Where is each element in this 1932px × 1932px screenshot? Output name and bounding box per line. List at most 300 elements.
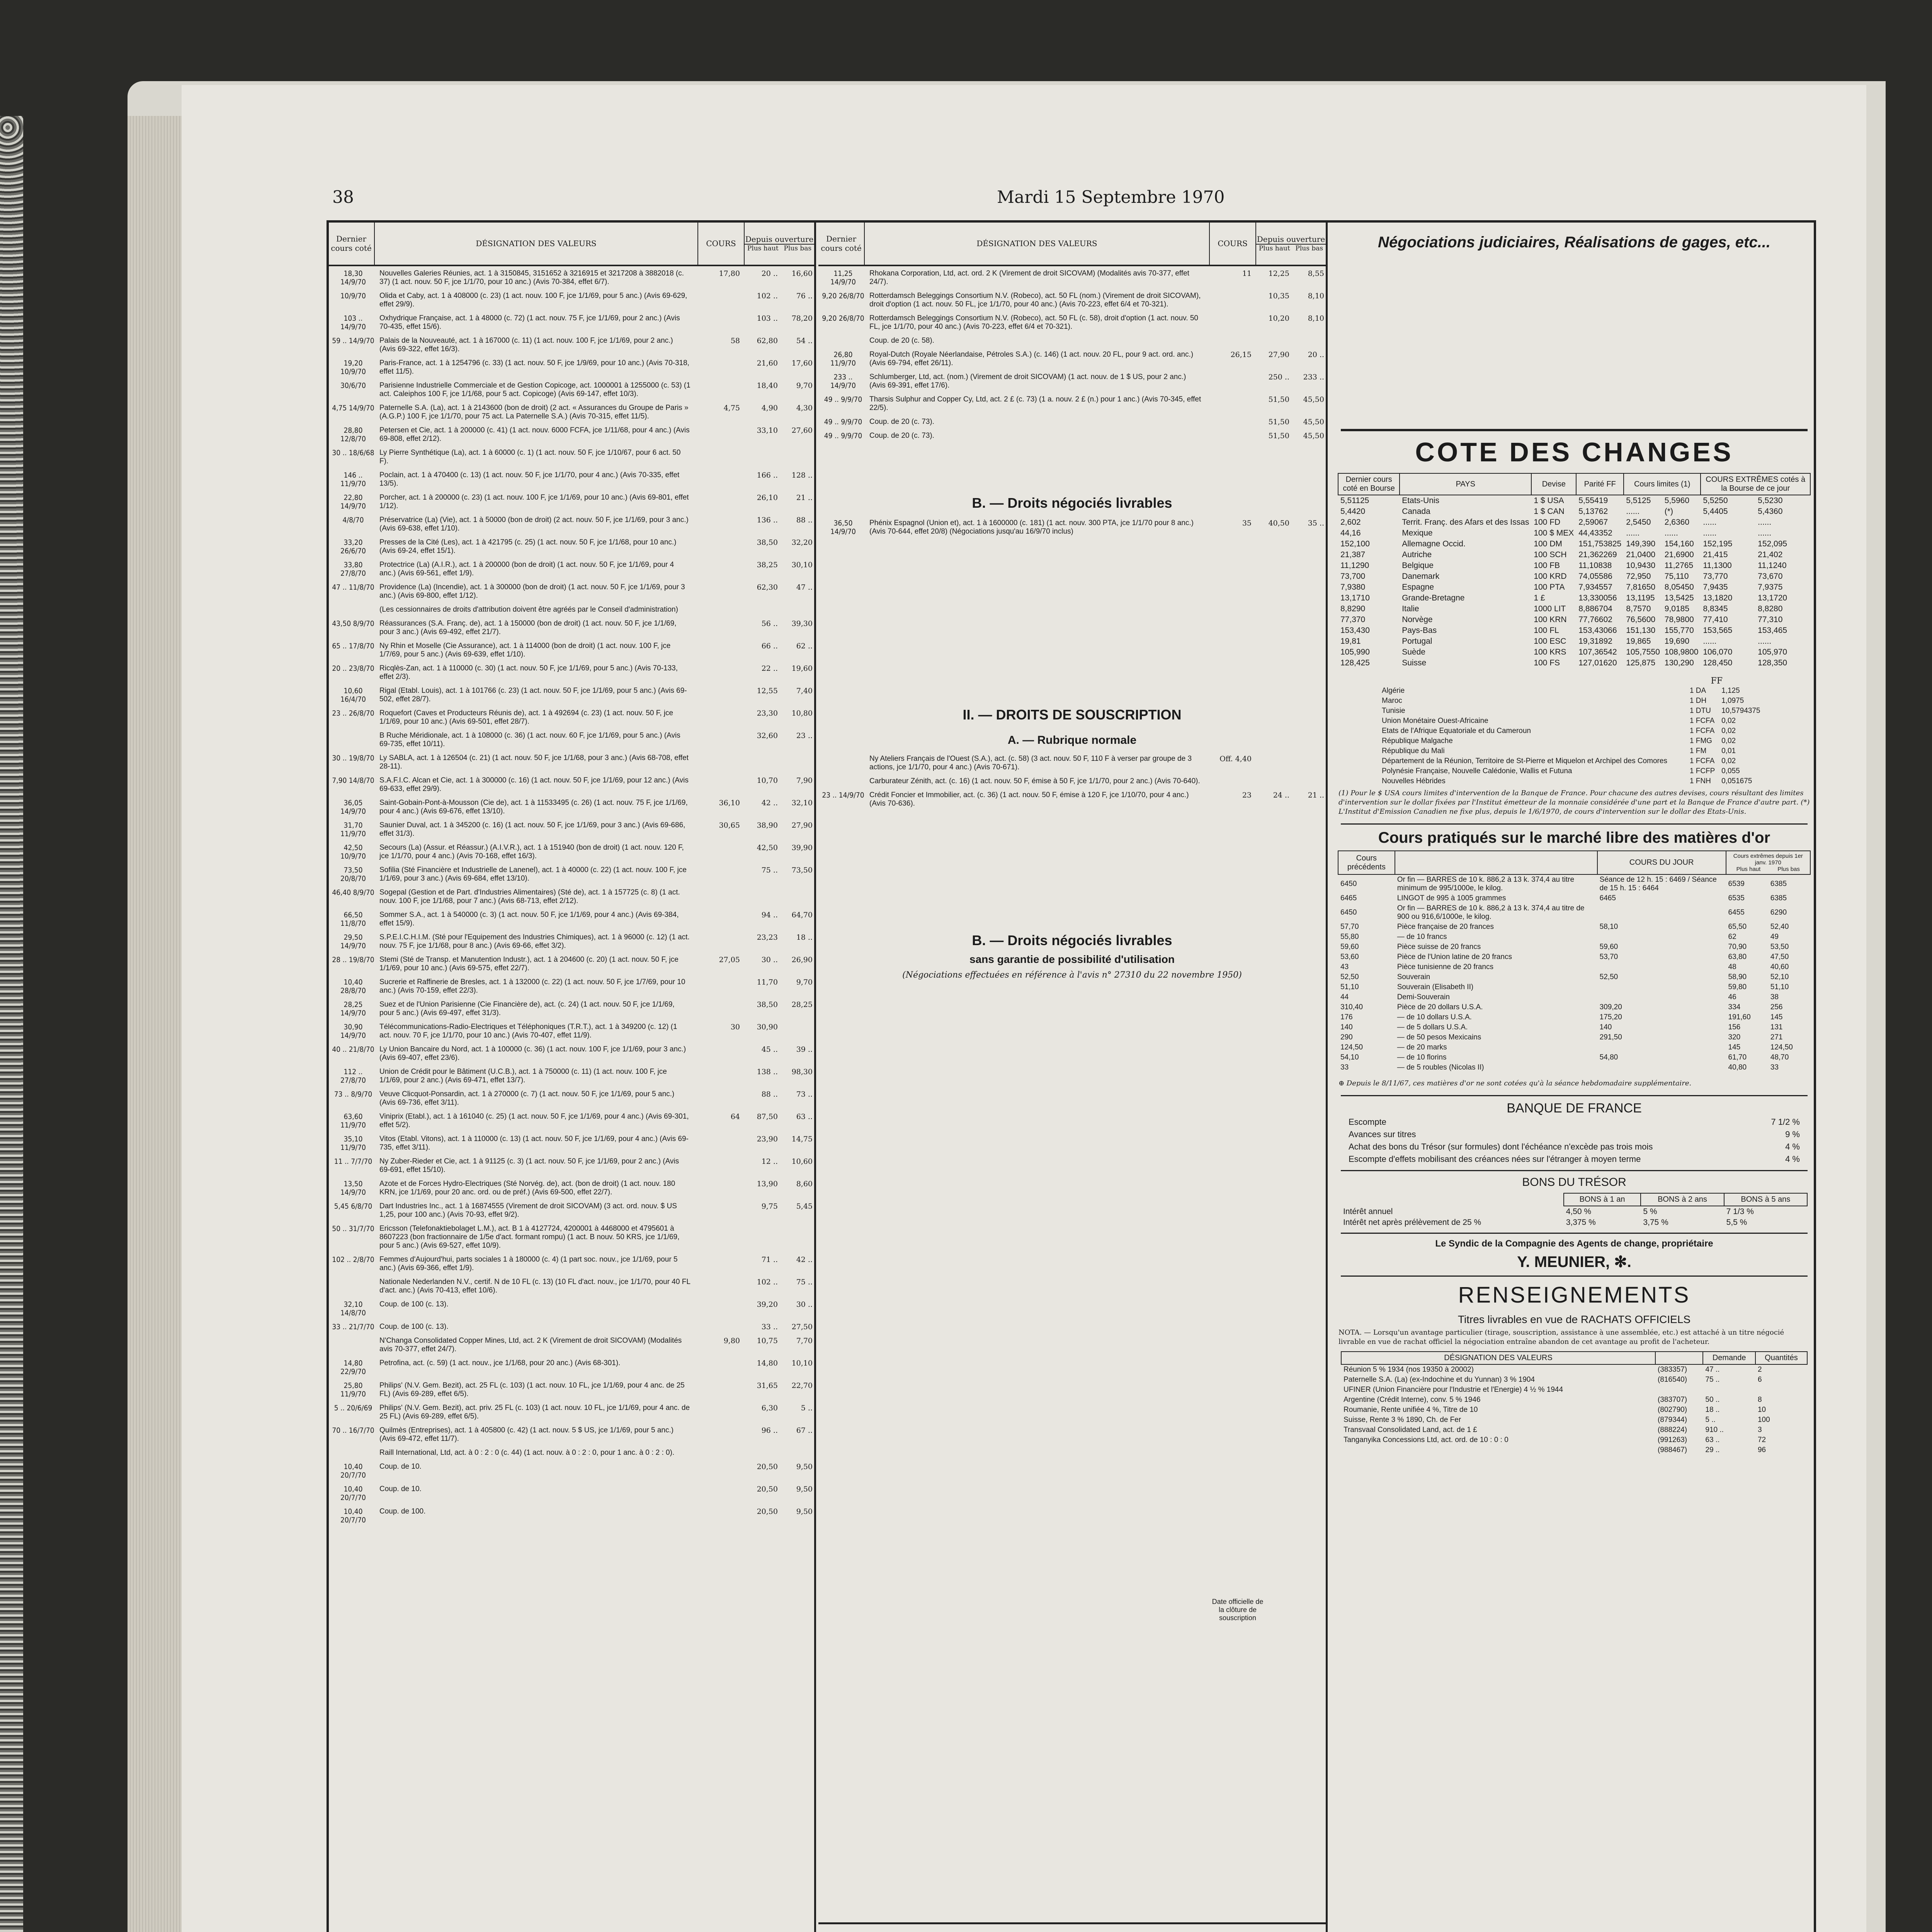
last-price-cell: 47 .. 11/8/70 bbox=[332, 583, 374, 592]
plus-bas-cell bbox=[1289, 777, 1324, 786]
designation-cell: Nationale Nederlanden N.V., certif. N de 10 FL (c. 13) (10 FL d'act. nouv., jce 1/1/70, pour 40 FL d'act. anc.) (Avis 70-413, effet 10/6). bbox=[379, 1278, 690, 1294]
changes-row-e1: 21,415 bbox=[1703, 550, 1728, 559]
changes-row-par: 44,43352 bbox=[1578, 529, 1612, 537]
zone-row-d: 1 FCFA bbox=[1689, 717, 1715, 725]
or-row-b: 48,70 bbox=[1770, 1053, 1789, 1061]
or-row-p: 140 bbox=[1340, 1023, 1353, 1031]
last-price-cell: 36,50 14/9/70 bbox=[830, 519, 856, 536]
last-price-cell: 49 .. 9/9/70 bbox=[824, 418, 862, 426]
changes-body bbox=[1338, 495, 1810, 668]
designation-cell: S.P.E.I.C.H.I.M. (Sté pour l'Equipement des Industries Chimiques), act. 1 à 96000 (c. 12) (1 act. nouv. 75 F, jce 1/1/68, pour 8 anc.) (Avis 69-66, effet 3/2). bbox=[379, 933, 690, 950]
last-price-cell: 4,75 14/9/70 bbox=[332, 404, 374, 412]
changes-row-l: 2,602 bbox=[1340, 518, 1361, 527]
plus-bas-cell: 45,50 bbox=[1303, 395, 1324, 404]
designation-cell: Petrofina, act. (c. 59) (1 act. nouv., jce 1/1/68, pour 20 anc.) (Avis 68-301). bbox=[379, 1359, 621, 1367]
designation-cell: Réassurances (S.A. Franç. de), act. 1 à 150000 (bon de droit) (1 act. nouv. 50 F, jce 1/1/69, pour 3 anc.) (Avis 69-492, effet 21/7). bbox=[379, 619, 677, 636]
zone-row-d: 1 FCFA bbox=[1689, 727, 1715, 735]
or-row-b: 124,50 bbox=[1770, 1043, 1793, 1051]
table-row bbox=[820, 350, 1324, 367]
changes-row-p: Suède bbox=[1402, 648, 1425, 656]
cours-cell bbox=[694, 911, 743, 928]
or-row-n: — de 5 roubles (Nicolas II) bbox=[1397, 1063, 1484, 1071]
plus-bas-cell: 26,90 bbox=[791, 956, 813, 964]
changes-row-l: 44,16 bbox=[1340, 529, 1361, 537]
changes-row bbox=[1338, 604, 1810, 614]
table-row bbox=[820, 791, 1324, 808]
rens-row-c: (383707) bbox=[1657, 1396, 1687, 1404]
designation-cell: Poclain, act. 1 à 470400 (c. 13) (1 act. nouv. 50 F, jce 1/1/70, pour 4 anc.) (Avis 70-335, effet 13/5). bbox=[379, 471, 680, 488]
cours-cell: 23 bbox=[1242, 791, 1252, 799]
plus-haut-cell: 26,10 bbox=[757, 493, 778, 502]
changes-row-e2: ...... bbox=[1758, 518, 1772, 527]
plus-haut-cell: 20,50 bbox=[757, 1507, 778, 1516]
designation-cell: Sommer S.A., act. 1 à 540000 (c. 3) (1 act. nouv. 50 F, jce 1/1/69, pour 4 anc.) (Avis 69-384, effet 15/9). bbox=[379, 911, 679, 927]
changes-row-l: 153,430 bbox=[1340, 626, 1370, 635]
rens-row-d: 5 .. bbox=[1705, 1416, 1716, 1424]
bdf-value: 9 % bbox=[1785, 1129, 1800, 1139]
changes-row-c1: 8,7570 bbox=[1626, 604, 1651, 613]
table-row bbox=[330, 956, 813, 973]
rens-row bbox=[1341, 1435, 1807, 1445]
last-price-cell: 18,30 14/9/70 bbox=[340, 269, 366, 286]
plus-haut-cell: 94 .. bbox=[761, 911, 778, 919]
plus-bas-cell: 9,50 bbox=[796, 1485, 813, 1493]
table-row bbox=[330, 1485, 813, 1502]
plus-bas-cell: 10,60 bbox=[791, 1157, 813, 1166]
plus-bas-label: Plus bas bbox=[784, 245, 812, 252]
table-row bbox=[330, 359, 813, 376]
zone-row-d: 1 FNH bbox=[1689, 777, 1711, 785]
changes-row-e1: ...... bbox=[1703, 637, 1717, 646]
last-price-cell: 23 .. 14/9/70 bbox=[822, 791, 864, 799]
changes-row-c2: 13,5425 bbox=[1664, 594, 1694, 602]
or-row-n: — de 5 dollars U.S.A. bbox=[1397, 1023, 1468, 1031]
designation-cell: Coup. de 100. bbox=[379, 1507, 426, 1515]
designation-cell: Rigal (Etabl. Louis), act. 1 à 101766 (c. 23) (1 act. nouv. 50 F, jce 1/1/69, pour 5 anc.) (Avis 69-502, effet 28/7). bbox=[379, 687, 687, 703]
last-price-cell: 46,40 8/9/70 bbox=[332, 888, 374, 897]
rens-row bbox=[1341, 1364, 1807, 1375]
changes-row-l: 73,700 bbox=[1340, 572, 1366, 581]
plus-haut-cell: 88 .. bbox=[761, 1090, 778, 1099]
or-row-h: 59,80 bbox=[1728, 983, 1747, 991]
tresor-table bbox=[1341, 1193, 1808, 1228]
or-row-p: 290 bbox=[1340, 1033, 1353, 1041]
designation-cell: Ericsson (Telefonaktiebolaget L.M.), act. B 1 à 4127724, 4200001 à 4468000 et 4795601 à 8607223 (bon fractionnaire de 1/5e d'act. formant rompu) (1 act. B nouv. 50 KRS, jce 1/1/69, pour 5 anc.) (Avis 69-527, effet 10/9). bbox=[379, 1225, 680, 1250]
plus-bas-cell: 5,45 bbox=[796, 1202, 813, 1211]
cours-cell bbox=[694, 1157, 743, 1174]
or-row-n: Or fin — BARRES de 10 k. 886,2 à 13 k. 374,4 au titre de 900 ou 916,6/1000e, le kilog. bbox=[1397, 904, 1585, 921]
plus-haut-cell: 23,90 bbox=[757, 1135, 778, 1143]
table-row bbox=[820, 292, 1324, 309]
col-header-last: Dernier cours coté bbox=[328, 222, 375, 265]
zone-row-v: 1,125 bbox=[1721, 687, 1740, 695]
changes-row-par: 7,934557 bbox=[1578, 583, 1612, 592]
changes-row-c2: 108,9800 bbox=[1664, 648, 1699, 656]
cours-cell bbox=[694, 583, 743, 600]
plus-bas-cell bbox=[778, 449, 813, 466]
changes-row-p: Etats-Unis bbox=[1402, 496, 1440, 505]
table-row bbox=[330, 493, 813, 510]
changes-row-par: 13,330056 bbox=[1578, 594, 1617, 602]
changes-row-d: 1000 LIT bbox=[1534, 604, 1566, 613]
rens-row bbox=[1341, 1405, 1807, 1415]
cours-cell: 64 bbox=[730, 1112, 740, 1121]
rens-row-d: 75 .. bbox=[1705, 1376, 1720, 1384]
rens-row-c bbox=[1655, 1385, 1703, 1395]
table-row bbox=[330, 1202, 813, 1219]
designation-cell: Carburateur Zénith, act. (c. 16) (1 act. nouv. 50 F, émise à 50 F, jce 1/1/70, pour 2 anc.) (Avis 70-640). bbox=[869, 777, 1200, 785]
changes-row-d: 100 SCH bbox=[1534, 550, 1567, 559]
cours-cell bbox=[694, 1180, 743, 1197]
table-row bbox=[330, 1090, 813, 1107]
divider bbox=[1341, 1276, 1808, 1277]
designation-cell: Presses de la Cité (Les), act. 1 à 421795 (c. 25) (1 act. nouv. 50 F, jce 1/1/68, pour 10 anc.) (Avis 69-24, effet 15/1). bbox=[379, 538, 677, 555]
plus-haut-cell: 10,70 bbox=[757, 776, 778, 785]
table-row bbox=[330, 583, 813, 600]
or-row-p: 6450 bbox=[1340, 908, 1357, 917]
changes-row-par: 5,13762 bbox=[1578, 507, 1608, 516]
zone-row-d: 1 FM bbox=[1689, 747, 1707, 755]
table-row bbox=[330, 776, 813, 793]
table-row bbox=[330, 1323, 813, 1331]
or-body bbox=[1338, 874, 1810, 1073]
cours-cell bbox=[694, 1359, 743, 1376]
designation-cell: Ny Rhin et Moselle (Cie Assurance), act. 1 à 114000 (bon de droit) (1 act. nouv. 100 F, jce 1/7/69, pour 5 anc.) (Avis 69-639, effet 1/10). bbox=[379, 642, 671, 658]
table-row bbox=[330, 619, 813, 636]
or-row-j: 175,20 bbox=[1599, 1013, 1622, 1021]
designation-cell: Coup. de 100 (c. 13). bbox=[379, 1323, 449, 1331]
plus-bas-cell: 39,90 bbox=[791, 844, 813, 852]
or-row-j bbox=[1597, 962, 1726, 972]
plus-bas-cell: 27,90 bbox=[791, 821, 813, 830]
changes-row-c1: ...... bbox=[1626, 529, 1640, 537]
or-row-b: 40,60 bbox=[1770, 963, 1789, 971]
designation-cell: Olida et Caby, act. 1 à 408000 (c. 23) (1 act. nouv. 100 F, jce 1/1/69, pour 5 anc.) (Avis 69-629, effet 29/9). bbox=[379, 292, 687, 308]
changes-row-c1: 105,7550 bbox=[1626, 648, 1660, 656]
changes-row-c1: 13,1195 bbox=[1626, 594, 1655, 602]
designation-cell: Femmes d'Aujourd'hui, parts sociales 1 à 180000 (c. 4) (1 part soc. nouv., jce 1/1/69, pour 5 anc.) (Avis 69-366, effet 1/9). bbox=[379, 1255, 678, 1272]
rens-h-designation: DÉSIGNATION DES VALEURS bbox=[1341, 1352, 1655, 1364]
plus-haut-cell bbox=[743, 605, 778, 614]
designation-cell: (Les cessionnaires de droits d'attribution doivent être agréés par le Conseil d'administration) bbox=[379, 605, 678, 614]
changes-row-d: 100 KRS bbox=[1534, 648, 1566, 656]
designation-cell: Stemi (Sté de Transp. et Manutention Industr.), act. 1 à 204600 (c. 20) (1 act. nouv. 50 F, jce 1/1/69, pour 10 anc.) (Avis 69-575, effet 22/7). bbox=[379, 956, 679, 972]
or-row-j: 58,10 bbox=[1599, 923, 1618, 931]
designation-cell: Oxhydrique Française, act. 1 à 48000 (c. 72) (1 act. nouv. 75 F, jce 1/1/69, pour 2 anc.) (Avis 70-435, effet 15/6). bbox=[379, 314, 680, 331]
rens-row-c: (816540) bbox=[1657, 1376, 1687, 1384]
column-middle bbox=[818, 222, 1328, 1932]
changes-row-l: 13,1710 bbox=[1340, 594, 1370, 602]
changes-row-par: 2,59067 bbox=[1578, 518, 1608, 527]
last-price-cell: 22,80 14/9/70 bbox=[340, 493, 366, 510]
or-row-n: Pièce française de 20 frances bbox=[1397, 923, 1494, 931]
or-row-n: Pièce de 20 dollars U.S.A. bbox=[1397, 1003, 1483, 1011]
cours-cell bbox=[694, 1485, 743, 1502]
cours-cell bbox=[694, 709, 743, 726]
cours-cell: 30,65 bbox=[719, 821, 740, 830]
rens-sub: Titres livrables en vue de RACHATS OFFICIELS bbox=[1458, 1313, 1691, 1325]
table-row bbox=[330, 337, 813, 354]
designation-cell: Paris-France, act. 1 à 1254796 (c. 33) (1 act. nouv. 50 F, jce 1/9/69, pour 10 anc.) (Avis 70-318, effet 11/5). bbox=[379, 359, 689, 376]
changes-row-l: 152,100 bbox=[1340, 539, 1370, 548]
plus-bas-cell: 9,50 bbox=[796, 1507, 813, 1516]
table-row bbox=[330, 866, 813, 883]
last-price-cell: 36,05 14/9/70 bbox=[340, 799, 366, 816]
zone-row-v: 10,5794375 bbox=[1721, 707, 1760, 715]
cours-cell: 26,15 bbox=[1230, 350, 1252, 359]
rens-row bbox=[1341, 1445, 1807, 1455]
cours-cell: 27,05 bbox=[719, 956, 740, 964]
tresor-row-b: 5 % bbox=[1643, 1207, 1657, 1216]
page-date: Mardi 15 Septembre 1970 bbox=[997, 187, 1225, 207]
rens-row-q: 72 bbox=[1757, 1436, 1766, 1444]
or-row-h: 334 bbox=[1728, 1003, 1741, 1011]
changes-row-c2: 21,6900 bbox=[1664, 550, 1694, 559]
changes-row-p: Belgique bbox=[1402, 561, 1434, 570]
or-row-p: 6450 bbox=[1340, 880, 1357, 888]
table-row bbox=[330, 1112, 813, 1129]
plus-bas-cell: 45,50 bbox=[1303, 418, 1324, 426]
or-h-prec: Cours précédents bbox=[1338, 851, 1395, 874]
changes-row-e2: 5,5230 bbox=[1758, 496, 1783, 505]
plus-haut-label: Plus haut bbox=[1259, 245, 1290, 252]
plus-haut-cell: 27,90 bbox=[1268, 350, 1289, 359]
table-row bbox=[330, 664, 813, 681]
or-row-n: Or fin — BARRES de 10 k. 886,2 à 13 k. 374,4 au titre minimum de 995/1000e, le kilog. bbox=[1397, 876, 1575, 892]
changes-row-e1: 77,410 bbox=[1703, 615, 1728, 624]
zone-row-p: Maroc bbox=[1382, 697, 1402, 705]
zone-row bbox=[1379, 766, 1765, 776]
designation-cell: Coup. de 100 (c. 13). bbox=[379, 1300, 449, 1308]
plus-haut-cell: 103 .. bbox=[757, 314, 778, 323]
rens-row bbox=[1341, 1425, 1807, 1435]
rens-row-d: 50 .. bbox=[1705, 1396, 1720, 1404]
table-row bbox=[330, 1381, 813, 1398]
last-price-cell: 31,70 11/9/70 bbox=[340, 821, 366, 838]
changes-row-par: 5,55419 bbox=[1578, 496, 1608, 505]
rens-row-q: 6 bbox=[1757, 1376, 1762, 1384]
table-row bbox=[330, 1300, 813, 1317]
changes-row-l: 5,51125 bbox=[1340, 496, 1369, 505]
plus-bas-cell: 9,50 bbox=[796, 1463, 813, 1471]
designation-cell: Ny Zuber-Rieder et Cie, act. 1 à 91125 (c. 3) (1 act. nouv. 50 F, jce 1/1/69, pour 2 anc.) (Avis 69-691, effet 15/10). bbox=[379, 1157, 679, 1174]
or-row-b: 271 bbox=[1770, 1033, 1783, 1041]
cours-cell: 35 bbox=[1242, 519, 1252, 527]
last-price-cell: 9,20 26/8/70 bbox=[822, 314, 864, 323]
plus-bas-cell: 14,75 bbox=[791, 1135, 813, 1143]
changes-row-p: Pays-Bas bbox=[1402, 626, 1437, 635]
changes-row-par: 74,05586 bbox=[1578, 572, 1612, 581]
plus-haut-cell: 12 .. bbox=[761, 1157, 778, 1166]
rens-row-c: (802790) bbox=[1657, 1406, 1687, 1414]
changes-row-d: 100 DM bbox=[1534, 539, 1562, 548]
plus-haut-cell: 4,90 bbox=[761, 404, 778, 412]
table-row bbox=[330, 1255, 813, 1272]
rens-row-n: UFINER (Union Financière pour l'Industrie et l'Energie) 4 ½ % 1944 bbox=[1344, 1386, 1563, 1394]
rens-note: NOTA. — Lorsqu'un avantage particulier (tirage, souscription, assistance à une assemblée, etc.) est attaché à un titre négocié livrable en vue de rachat officiel la négociation entraîne abandon de cet avantage au profit de l'acheteur. bbox=[1338, 1328, 1784, 1346]
plus-bas-cell: 67 .. bbox=[796, 1426, 813, 1435]
or-row-b: 6385 bbox=[1770, 894, 1787, 902]
rens-row-q bbox=[1755, 1385, 1807, 1395]
plus-haut-cell: 31,65 bbox=[757, 1381, 778, 1390]
changes-row-c1: 2,5450 bbox=[1626, 518, 1651, 527]
securities-list bbox=[818, 266, 1326, 449]
plus-bas-cell: 32,10 bbox=[791, 799, 813, 807]
changes-row-l: 5,4420 bbox=[1340, 507, 1366, 516]
table-row bbox=[330, 1000, 813, 1017]
or-row-h: 156 bbox=[1728, 1023, 1741, 1031]
table-row bbox=[330, 1023, 813, 1040]
plus-bas-label: Plus bas bbox=[1295, 245, 1323, 252]
changes-row-e2: 152,095 bbox=[1758, 539, 1787, 548]
changes-row-l: 21,387 bbox=[1340, 550, 1366, 559]
changes-row-d: 100 KRD bbox=[1534, 572, 1567, 581]
table-row bbox=[330, 1404, 813, 1421]
tresor-h-5: BONS à 5 ans bbox=[1724, 1193, 1807, 1206]
changes-row-e1: ...... bbox=[1703, 518, 1717, 527]
last-price-cell bbox=[820, 755, 866, 772]
last-price-cell: 20 .. 23/8/70 bbox=[332, 664, 374, 673]
plus-haut-cell: 10,35 bbox=[1268, 292, 1289, 300]
cours-cell bbox=[694, 471, 743, 488]
changes-row-c1: 151,130 bbox=[1626, 626, 1656, 635]
zone-row-d: 1 FMG bbox=[1689, 737, 1712, 745]
table-row bbox=[330, 1225, 813, 1250]
rens-row bbox=[1341, 1415, 1807, 1425]
table-row bbox=[330, 933, 813, 950]
or-row-p: 310,40 bbox=[1340, 1003, 1363, 1011]
table-row bbox=[820, 777, 1324, 786]
tresor-row-c: 5,5 % bbox=[1726, 1218, 1747, 1227]
cours-cell bbox=[694, 687, 743, 704]
designation-cell: Union de Crédit pour le Bâtiment (U.C.B.), act. 1 à 750000 (c. 11) (1 act. nouv. 100 F, jce 1/1/69, pour 2 anc.) (Avis 69-471, effet 13/7). bbox=[379, 1068, 667, 1084]
changes-row-c1: 21,0400 bbox=[1626, 550, 1656, 559]
rens-row-n: Roumanie, Rente unifiée 4 %, Titre de 10 bbox=[1344, 1406, 1478, 1414]
changes-row-par: 107,36542 bbox=[1578, 648, 1617, 656]
plus-bas-cell: 233 .. bbox=[1303, 373, 1324, 381]
plus-bas-cell: 21 .. bbox=[796, 493, 813, 502]
plus-bas-cell: 9,70 bbox=[796, 381, 813, 390]
plus-haut-cell: 42,50 bbox=[757, 844, 778, 852]
plus-bas-cell: 35 .. bbox=[1308, 519, 1324, 527]
plus-bas-cell: 88 .. bbox=[796, 516, 813, 524]
rens-row-n: Suisse, Rente 3 % 1890, Ch. de Fer bbox=[1344, 1416, 1461, 1424]
changes-row-e1: 153,565 bbox=[1703, 626, 1733, 635]
or-row-b: 52,40 bbox=[1770, 923, 1789, 931]
or-row-h: 70,90 bbox=[1728, 943, 1747, 951]
rens-row-q: 100 bbox=[1757, 1416, 1770, 1424]
designation-cell: Saint-Gobain-Pont-à-Mousson (Cie de), act. 1 à 11533495 (c. 26) (1 act. nouv. 75 F, jce 1/1/69, pour 4 anc.) (Avis 69-676, effet 13/10). bbox=[379, 799, 688, 815]
plus-bas-cell: 28,25 bbox=[791, 1000, 813, 1009]
changes-row-e2: 11,1240 bbox=[1758, 561, 1787, 570]
designation-cell: Quilmès (Entreprises), act. 1 à 405800 (c. 42) (1 act. nouv. 5 $ US, jce 1/1/69, pour 5 anc.) (Avis 69-472, effet 11/7). bbox=[379, 1426, 674, 1443]
plus-bas-cell: 19,60 bbox=[791, 664, 813, 673]
plus-haut-cell: 102 .. bbox=[757, 1278, 778, 1286]
plus-bas-cell bbox=[778, 1225, 813, 1250]
last-price-cell bbox=[330, 605, 376, 614]
changes-h-pays: PAYS bbox=[1400, 473, 1531, 495]
last-price-cell: 43,50 8/9/70 bbox=[332, 619, 374, 628]
plus-bas-cell: 42 .. bbox=[796, 1255, 813, 1264]
or-row bbox=[1338, 952, 1810, 962]
last-price-cell: 10,40 20/7/70 bbox=[340, 1485, 366, 1502]
or-row-j: 54,80 bbox=[1599, 1053, 1618, 1061]
changes-row-e2: 8,8280 bbox=[1758, 604, 1783, 613]
plus-haut-cell bbox=[743, 1225, 778, 1250]
plus-haut-cell: 33 .. bbox=[761, 1323, 778, 1331]
or-row bbox=[1338, 932, 1810, 942]
plus-haut-cell: 12,55 bbox=[757, 687, 778, 695]
cours-cell bbox=[694, 605, 743, 614]
changes-row-e2: 77,310 bbox=[1758, 615, 1783, 624]
cours-cell bbox=[694, 978, 743, 995]
plus-bas-cell: 30 .. bbox=[796, 1300, 813, 1309]
rens-row-q: 2 bbox=[1757, 1366, 1762, 1374]
table-row bbox=[820, 373, 1324, 390]
tresor-h-1: BONS à 1 an bbox=[1564, 1193, 1641, 1206]
cours-cell bbox=[694, 933, 743, 950]
changes-row-c1: 5,5125 bbox=[1626, 496, 1651, 505]
plus-haut-cell: 10,75 bbox=[757, 1337, 778, 1345]
zone-row bbox=[1379, 706, 1765, 716]
table-row bbox=[330, 799, 813, 816]
col-header-cours: COURS bbox=[1210, 222, 1256, 265]
or-row bbox=[1338, 972, 1810, 982]
changes-row-p: Territ. Franç. des Afars et des Issas bbox=[1402, 518, 1529, 527]
changes-row-d: 100 PTA bbox=[1534, 583, 1565, 592]
plus-haut-cell: 23,23 bbox=[757, 933, 778, 942]
cours-cell bbox=[694, 292, 743, 309]
last-price-cell: 73 .. 8/9/70 bbox=[334, 1090, 372, 1099]
or-row-j bbox=[1597, 992, 1726, 1002]
tresor-title: BONS DU TRÉSOR bbox=[1522, 1176, 1626, 1189]
designation-cell: Royal-Dutch (Royale Néerlandaise, Pétroles S.A.) (c. 146) (1 act. nouv. 20 FL, pour 9 act. ord. anc.) (Avis 69-794, effet 26/11). bbox=[869, 350, 1194, 367]
or-row-h: 58,90 bbox=[1728, 973, 1747, 981]
table-row bbox=[330, 1426, 813, 1443]
or-row-j bbox=[1597, 1043, 1726, 1053]
changes-row-e1: 13,1820 bbox=[1703, 594, 1733, 602]
designation-cell: Philips' (N.V. Gem. Bezit), act. 25 FL (c. 103) (1 act. nouv. 10 FL, jce 1/1/69, pour 4 anc. de 25 FL) (Avis 69-289, effet 6/5). bbox=[379, 1381, 685, 1398]
last-price-cell: 30,90 14/9/70 bbox=[340, 1023, 366, 1040]
plus-bas-cell: 7,70 bbox=[796, 1337, 813, 1345]
changes-row-par: 153,43066 bbox=[1578, 626, 1617, 635]
table-row bbox=[330, 911, 813, 928]
or-row-b: 49 bbox=[1770, 933, 1779, 941]
last-price-cell: 14,80 22/9/70 bbox=[340, 1359, 366, 1376]
rens-row bbox=[1341, 1395, 1807, 1405]
changes-row-p: Allemagne Occid. bbox=[1402, 539, 1466, 548]
or-row-n: Souverain (Elisabeth II) bbox=[1397, 983, 1474, 991]
changes-row-d: 100 KRN bbox=[1534, 615, 1567, 624]
section-b2-sub: sans garantie de possibilité d'utilisation bbox=[969, 953, 1175, 965]
tresor-h-blank bbox=[1341, 1193, 1564, 1206]
plus-haut-cell: 23,30 bbox=[757, 709, 778, 718]
last-price-cell: 49 .. 9/9/70 bbox=[824, 432, 862, 440]
or-row-j: 140 bbox=[1599, 1023, 1612, 1031]
last-price-cell: 35,10 11/9/70 bbox=[340, 1135, 366, 1152]
changes-row-e1: 106,070 bbox=[1703, 648, 1733, 656]
plus-haut-cell bbox=[1255, 337, 1289, 345]
rens-row-q: 3 bbox=[1757, 1426, 1762, 1434]
zone-row-d: 1 FCFP bbox=[1689, 767, 1715, 775]
cours-cell bbox=[1205, 777, 1255, 786]
tresor-row-b: 3,75 % bbox=[1643, 1218, 1668, 1227]
changes-row-d: 100 ESC bbox=[1534, 637, 1566, 646]
zone-row-v: 1,0975 bbox=[1721, 697, 1744, 705]
plus-haut-cell bbox=[1255, 777, 1289, 786]
tresor-row-a: 3,375 % bbox=[1566, 1218, 1596, 1227]
changes-row-e1: 5,4405 bbox=[1703, 507, 1728, 516]
